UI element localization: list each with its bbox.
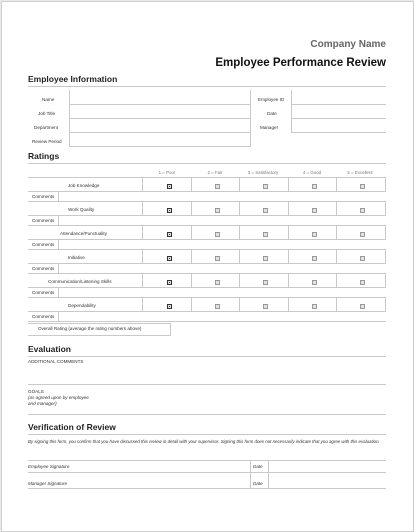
manager-signature-field[interactable] <box>28 488 386 489</box>
rating-checkbox-5[interactable] <box>360 232 365 237</box>
rating-checkbox-1[interactable] <box>167 280 172 285</box>
rating-checkbox-2[interactable] <box>215 280 220 285</box>
comments-label: Comments <box>32 194 55 199</box>
divider <box>288 177 289 191</box>
rating-checkbox-5[interactable] <box>360 280 365 285</box>
divider <box>191 177 192 191</box>
job-title-label: Job Title <box>38 111 56 116</box>
comments-label: Comments <box>32 242 55 247</box>
divider <box>58 191 59 201</box>
rating-checkbox-1[interactable] <box>167 232 172 237</box>
rating-category-label: Work Quality <box>68 207 95 212</box>
divider <box>28 323 171 324</box>
divider <box>250 460 251 488</box>
divider <box>336 225 337 239</box>
divider <box>28 177 386 178</box>
divider <box>58 239 59 249</box>
divider <box>288 297 289 311</box>
divider <box>142 297 143 311</box>
rating-checkbox-3[interactable] <box>263 232 268 237</box>
divider <box>142 273 143 287</box>
rating-scale-1: 1 = Poor <box>158 170 176 175</box>
divider <box>28 86 386 87</box>
divider <box>239 225 240 239</box>
employee-signature-date-label: Date <box>253 464 263 469</box>
divider <box>336 201 337 215</box>
rating-checkbox-5[interactable] <box>360 208 365 213</box>
divider <box>58 287 59 297</box>
employee-signature-field[interactable] <box>28 472 386 473</box>
divider <box>239 177 240 191</box>
divider <box>28 311 386 312</box>
divider <box>288 249 289 263</box>
divider <box>28 335 171 336</box>
rating-checkbox-2[interactable] <box>215 256 220 261</box>
rating-checkbox-5[interactable] <box>360 256 365 261</box>
rating-category-label: Dependability <box>68 303 96 308</box>
goals-label: GOALS <box>28 389 44 394</box>
divider <box>385 201 386 215</box>
comments-field[interactable] <box>28 225 386 226</box>
rating-scale-4: 4 = Good <box>302 170 322 175</box>
overall-rating-label: Overall Rating (average the rating numbers above) <box>38 326 142 331</box>
rating-checkbox-2[interactable] <box>215 208 220 213</box>
divider <box>336 297 337 311</box>
rating-checkbox-2[interactable] <box>215 304 220 309</box>
rating-checkbox-4[interactable] <box>312 232 317 237</box>
divider <box>288 201 289 215</box>
rating-checkbox-1[interactable] <box>167 304 172 309</box>
overall-rating-field[interactable] <box>170 323 171 335</box>
divider <box>191 297 192 311</box>
divider <box>28 263 386 264</box>
rating-checkbox-3[interactable] <box>263 280 268 285</box>
divider <box>142 201 143 215</box>
name-label: Name <box>42 97 55 102</box>
rating-checkbox-4[interactable] <box>312 256 317 261</box>
rating-checkbox-1[interactable] <box>167 208 172 213</box>
divider <box>69 90 70 147</box>
divider <box>58 215 59 225</box>
comments-label: Comments <box>32 290 55 295</box>
company-name: Company Name <box>310 39 386 50</box>
rating-category-label: Attendance/Punctuality <box>60 231 107 236</box>
rating-category-label: Initiative <box>68 255 85 260</box>
goals-sub-label-2: and manager) <box>28 401 57 406</box>
divider <box>385 273 386 287</box>
employee-info-heading: Employee Information <box>28 74 118 84</box>
divider <box>142 225 143 239</box>
review-period-field[interactable] <box>70 146 250 147</box>
divider <box>239 201 240 215</box>
verification-heading: Verification of Review <box>28 422 116 432</box>
date-field[interactable] <box>292 118 386 119</box>
comments-field[interactable] <box>28 297 386 298</box>
ratings-heading: Ratings <box>28 151 60 161</box>
divider <box>28 287 386 288</box>
divider <box>385 177 386 191</box>
comments-label: Comments <box>32 266 55 271</box>
rating-checkbox-5[interactable] <box>360 184 365 189</box>
rating-checkbox-3[interactable] <box>263 256 268 261</box>
divider <box>385 297 386 311</box>
job-title-field[interactable] <box>70 118 250 119</box>
divider <box>336 273 337 287</box>
rating-checkbox-3[interactable] <box>263 184 268 189</box>
divider <box>336 177 337 191</box>
comments-label: Comments <box>32 314 55 319</box>
employee-signature-label: Employee Signature <box>28 464 70 469</box>
comments-label: Comments <box>32 218 55 223</box>
divider <box>28 356 386 357</box>
manager-field[interactable] <box>292 132 386 133</box>
manager-label: Manager <box>260 125 279 130</box>
divider <box>291 90 292 133</box>
name-field[interactable] <box>70 104 250 105</box>
divider <box>142 249 143 263</box>
additional-comments-label: ADDITIONAL COMMENTS <box>28 359 84 364</box>
rating-checkbox-2[interactable] <box>215 184 220 189</box>
divider <box>385 225 386 239</box>
divider <box>58 311 59 321</box>
rating-checkbox-5[interactable] <box>360 304 365 309</box>
rating-checkbox-4[interactable] <box>312 208 317 213</box>
divider <box>28 191 386 192</box>
divider <box>191 273 192 287</box>
divider <box>28 215 386 216</box>
divider <box>191 225 192 239</box>
divider <box>28 460 386 461</box>
divider <box>191 201 192 215</box>
divider <box>58 263 59 273</box>
divider <box>239 273 240 287</box>
manager-signature-label: Manager Signature <box>28 481 68 486</box>
department-field[interactable] <box>70 132 250 133</box>
evaluation-heading: Evaluation <box>28 344 71 354</box>
divider <box>142 177 143 191</box>
divider <box>191 249 192 263</box>
divider <box>28 434 386 435</box>
divider <box>239 249 240 263</box>
divider <box>250 90 251 147</box>
rating-scale-2: 2 = Fair <box>207 170 223 175</box>
employee-id-field[interactable] <box>292 104 386 105</box>
goals-sub-label: (as agreed upon by employee <box>28 395 89 400</box>
rating-checkbox-1[interactable] <box>167 184 172 189</box>
employee-id-label: Employee ID <box>258 97 285 102</box>
rating-checkbox-4[interactable] <box>312 304 317 309</box>
rating-checkbox-2[interactable] <box>215 232 220 237</box>
divider <box>336 249 337 263</box>
document-title: Employee Performance Review <box>215 57 386 69</box>
rating-checkbox-3[interactable] <box>263 208 268 213</box>
divider <box>288 225 289 239</box>
review-form-page <box>1 1 414 532</box>
rating-checkbox-4[interactable] <box>312 184 317 189</box>
additional-comments-field[interactable] <box>28 384 386 385</box>
divider <box>28 163 386 164</box>
department-label: Department <box>34 125 59 130</box>
manager-signature-date-label: Date <box>253 481 263 486</box>
date-label: Date <box>267 111 277 116</box>
rating-category-label: Communication/Listening Skills <box>48 279 112 284</box>
divider <box>28 239 386 240</box>
rating-checkbox-4[interactable] <box>312 280 317 285</box>
rating-scale-5: 5 = Excellent <box>347 170 373 175</box>
rating-scale-3: 3 = Satisfactory <box>247 170 279 175</box>
divider <box>239 297 240 311</box>
comments-field[interactable] <box>28 273 386 274</box>
review-period-label: Review Period <box>32 139 62 144</box>
goals-field[interactable] <box>28 414 386 415</box>
rating-category-label: Job Knowledge <box>68 183 100 188</box>
divider <box>268 460 269 488</box>
divider <box>385 249 386 263</box>
comments-field[interactable] <box>28 249 386 250</box>
rating-checkbox-3[interactable] <box>263 304 268 309</box>
divider <box>288 273 289 287</box>
verification-note: By signing this form, you confirm that you have discussed this review in detail with your supervisor. Signing this form does not necessarily indicate that you agree with this evaluation. <box>28 439 380 444</box>
rating-checkbox-1[interactable] <box>167 256 172 261</box>
comments-field[interactable] <box>28 201 386 202</box>
comments-field[interactable] <box>28 321 386 322</box>
